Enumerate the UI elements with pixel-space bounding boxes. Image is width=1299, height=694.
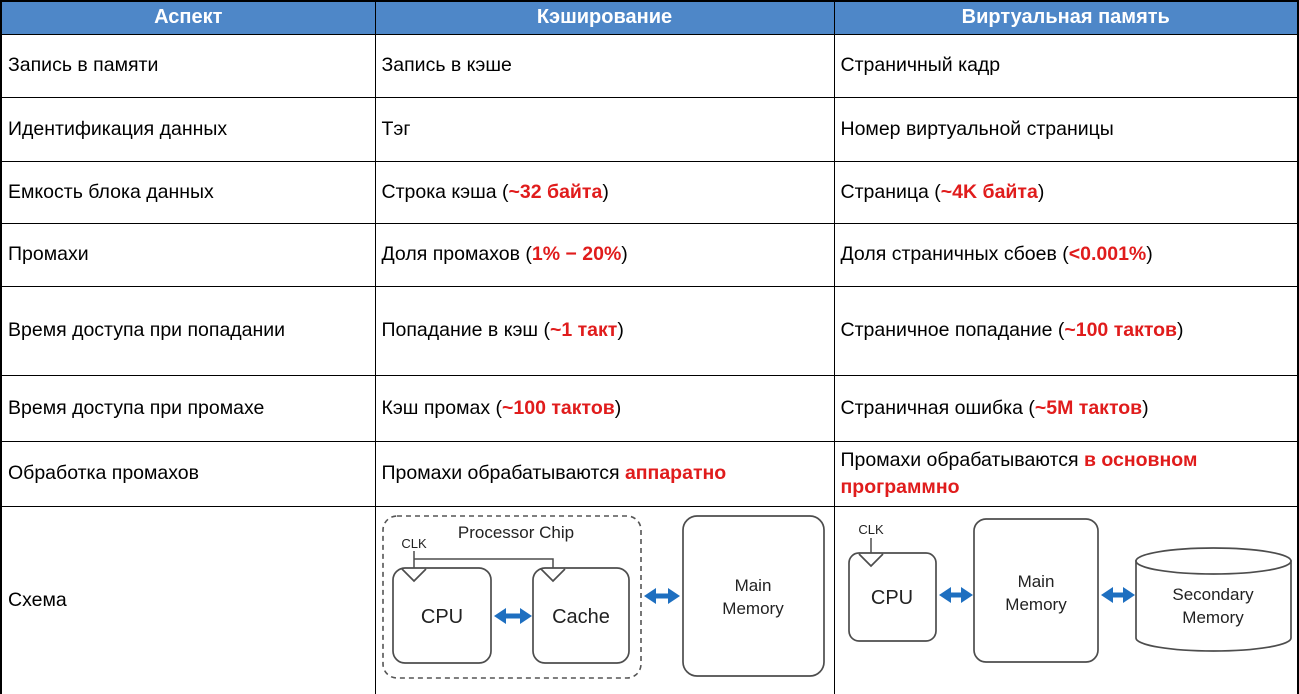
- vm-cell: [834, 34, 1298, 97]
- chip-memory-arrow-icon: [644, 588, 680, 604]
- virtual-memory-architecture-diagram: [835, 507, 1297, 693]
- table-row: [1, 161, 1298, 223]
- processor-chip-label: Processor Chip: [457, 523, 574, 543]
- main-memory-label-line1: Main: [1017, 572, 1054, 592]
- aspect-cell: Время доступа при промахе: [1, 375, 375, 441]
- aspect-cell: Схема: [1, 506, 375, 694]
- cpu-label: CPU: [420, 606, 463, 629]
- cell-text: Страница (: [840, 180, 941, 203]
- cache-cell: [375, 161, 834, 223]
- cell-text: Страничный кадр: [840, 54, 1001, 77]
- aspect-cell: Промахи: [1, 223, 375, 286]
- highlighted-value: <0.001%: [1068, 243, 1147, 266]
- table-row: [1, 441, 1298, 506]
- highlighted-value: ~4K байта: [940, 180, 1038, 203]
- aspect-cell: Время доступа при попадании: [1, 286, 375, 375]
- cache-cell: [375, 223, 834, 286]
- header-aspect: Аспект: [1, 1, 375, 34]
- vm-cell: [834, 286, 1298, 375]
- vm-cell: [834, 161, 1298, 223]
- highlighted-value: 1% − 20%: [531, 243, 622, 266]
- cell-text: ): [614, 396, 622, 419]
- cell-text: Тэг: [381, 117, 411, 140]
- cache-cell: [375, 97, 834, 161]
- clk-label: CLK: [400, 536, 427, 552]
- cache-cell: [375, 286, 834, 375]
- aspect-cell: Емкость блока данных: [1, 161, 375, 223]
- highlighted-value: ~5M тактов: [1034, 396, 1143, 419]
- highlighted-value: ~32 байта: [508, 180, 603, 203]
- cell-text: Доля страничных сбоев (: [840, 243, 1069, 266]
- cpu-cache-arrow-icon: [494, 608, 532, 624]
- main-memory-label-line2: Memory: [1004, 595, 1067, 615]
- cell-text: Кэш промах (: [381, 396, 503, 419]
- cell-text: ): [621, 243, 628, 266]
- vm-cell: [834, 375, 1298, 441]
- cell-text: Промахи обрабатываются: [840, 449, 1084, 472]
- table-row: [1, 223, 1298, 286]
- vm-cell: [834, 441, 1298, 506]
- cell-text: ): [1142, 396, 1149, 419]
- cell-text: Доля промахов (: [381, 243, 532, 266]
- cache-diagram-cell: [375, 506, 834, 694]
- table-row: [1, 286, 1298, 375]
- table-row: [1, 375, 1298, 441]
- cache-cell: [375, 441, 834, 506]
- highlighted-value: аппаратно: [624, 462, 727, 485]
- cell-text: Страничное попадание (: [840, 319, 1065, 342]
- cell-text: Страничная ошибка (: [840, 396, 1035, 419]
- cache-cell: [375, 34, 834, 97]
- aspect-cell: Обработка промахов: [1, 441, 375, 506]
- memory-secondary-arrow-icon: [1101, 587, 1135, 603]
- cache-architecture-diagram: [376, 507, 833, 693]
- vm-cell: [834, 223, 1298, 286]
- cache-label: Cache: [551, 606, 610, 629]
- aspect-cell: Идентификация данных: [1, 97, 375, 161]
- cell-text: ): [617, 319, 624, 342]
- cell-text: Номер виртуальной страницы: [840, 117, 1114, 140]
- cell-text: Попадание в кэш (: [381, 319, 550, 342]
- header-caching: Кэширование: [375, 1, 834, 34]
- secondary-memory-label-line2: Memory: [1181, 608, 1244, 628]
- highlighted-value: ~100 тактов: [1064, 319, 1178, 342]
- cpu-memory-arrow-icon: [939, 587, 973, 603]
- cpu-label: CPU: [870, 587, 913, 610]
- cell-text: Запись в кэше: [381, 54, 512, 77]
- vm-cell: [834, 97, 1298, 161]
- table-row: [1, 97, 1298, 161]
- highlighted-value: в основном программно: [840, 449, 1198, 498]
- header-row: [1, 1, 1298, 34]
- table-row: [1, 34, 1298, 97]
- cell-text: Строка кэша (: [381, 180, 509, 203]
- clk-label: CLK: [857, 522, 884, 538]
- cell-text: ): [602, 180, 609, 203]
- cell-text: ): [1037, 180, 1045, 203]
- main-memory-box: [683, 516, 824, 676]
- cell-text: ): [1177, 319, 1184, 342]
- main-memory-label-line1: Main: [734, 576, 771, 596]
- vm-diagram-cell: [834, 506, 1298, 694]
- cache-cell: [375, 375, 834, 441]
- table-row: [1, 506, 1298, 694]
- aspect-cell: Запись в памяти: [1, 34, 375, 97]
- secondary-memory-label-line1: Secondary: [1171, 585, 1254, 605]
- header-virtual-memory: Виртуальная память: [834, 1, 1298, 34]
- main-memory-label-line2: Memory: [721, 599, 784, 619]
- cell-text: Промахи обрабатываются: [381, 462, 625, 485]
- cell-text: ): [1146, 243, 1153, 266]
- highlighted-value: ~1 такт: [549, 319, 618, 342]
- highlighted-value: ~100 тактов: [502, 396, 615, 419]
